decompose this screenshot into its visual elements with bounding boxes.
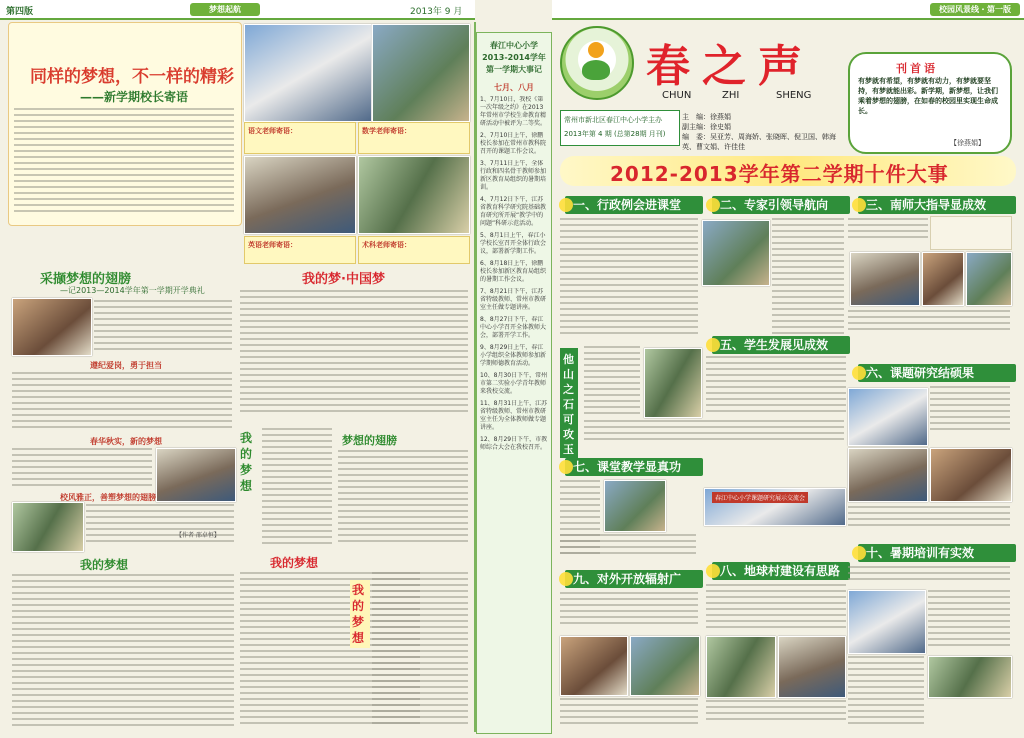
- caption-art-label: 术科老师寄语：: [362, 241, 411, 249]
- section-6-text-b: [848, 506, 1010, 536]
- section-2-header: 二、专家引领导航向: [712, 196, 850, 214]
- section-8-photo-2: [778, 636, 846, 698]
- memo-title-3: 第一学期大事记: [486, 65, 542, 74]
- section-10-text: [848, 566, 1010, 586]
- section-pill: 梦想起航: [190, 3, 260, 16]
- section-3-photo-2: [922, 252, 964, 306]
- article5-title: 我的梦想: [80, 558, 129, 572]
- principal-message-text: [14, 108, 234, 218]
- section-8-photo-1: [706, 636, 776, 698]
- section-10-photo-2: [928, 656, 1012, 698]
- editor-row: [682, 122, 842, 132]
- banner-subtitle: ——新学期校长寄语: [80, 90, 189, 104]
- article5-text: [12, 574, 234, 732]
- memo-entry: 3、7月11日上午，全体行政和四名骨干教师参加新区教育局组织的暑期培训。: [480, 160, 547, 191]
- section-6-photo-2: [848, 448, 928, 502]
- memo-entries: [480, 96, 548, 726]
- section-7-photo-1: [604, 480, 666, 532]
- article1-title: 采撷梦想的翅膀: [40, 272, 132, 287]
- editor-row: [682, 132, 842, 152]
- memo-entry: 9、8月29日上午，春江小学组织全体教师参加新学期师德教育活动。: [480, 344, 547, 367]
- section-9-text-b: [560, 698, 698, 730]
- subhead-3: 校风雅正，善塑梦想的翅膀: [60, 493, 156, 502]
- article1-text-c: [12, 448, 152, 490]
- caption-math-label: 数学老师寄语：: [362, 127, 411, 135]
- section-6-photo-1: [848, 388, 928, 446]
- section-8-text: [706, 584, 846, 632]
- section-1-header: 一、行政例会进课堂: [565, 196, 703, 214]
- section-4-photo: [644, 348, 702, 418]
- vertical-title-1: 我的梦想: [240, 431, 253, 493]
- ceremony-photo-1: [12, 298, 92, 356]
- section-9-header: 九、对外开放辐射广: [565, 570, 703, 588]
- memo-entry: 10、8月30日下午，常州市第二实验小学青年教师来我校交流。: [480, 372, 548, 395]
- section-9-text: [560, 592, 698, 632]
- memo-title-1: 春江中心小学: [490, 41, 538, 50]
- section-3-text-b: [848, 310, 1010, 340]
- section-8-header: 八、地球村建设有思路: [712, 562, 850, 580]
- section-2-text: [772, 218, 844, 338]
- pinyin-1: CHUN: [662, 90, 692, 101]
- memo-entry: 6、8月18日上午，徐鹏校长参加新区教育局组织的暑期工作会议。: [480, 260, 547, 283]
- editor-row: [682, 112, 842, 122]
- editor-name: 吴亚芳、周海娇、张晓晖、倪卫国、韩海英、曹文娟、许佳佳: [682, 133, 836, 151]
- vertical-strip-text: 他山之石可攻玉: [563, 353, 574, 456]
- caption-english-label: 英语老师寄语：: [248, 241, 297, 249]
- preface-text: 有梦就有希望，有梦就有动力，有梦就要坚持，有梦就能出彩。新学期，新梦想，让我们乘着梦想的翅膀，在如春的校园里实现生命成长。: [858, 77, 998, 115]
- section-6-photo-3: [930, 448, 1012, 502]
- memo-entry: 5、8月1日上午，春江小学校长室召开全体行政会议，部署新学期工作。: [480, 232, 547, 255]
- section-6-text-a: [930, 386, 1010, 436]
- masthead-title: 春之声: [646, 41, 814, 92]
- section-3-photo-1: [850, 252, 920, 306]
- banner-title: 同样的梦想，不一样的精彩: [30, 67, 234, 87]
- school-logo: [560, 26, 634, 100]
- teacher-photo-1: [244, 156, 356, 234]
- ceremony-photo-3: [12, 502, 84, 552]
- section-10-text-b: [928, 590, 1010, 652]
- article3-title: 梦想的翅膀: [342, 434, 397, 447]
- section-7-text-b: [560, 534, 696, 560]
- preface-title: 刊首语: [896, 62, 938, 75]
- editor-role: 主 编：: [682, 113, 710, 121]
- section-7-banner-text: 春江中心小学课题研究展示交流会: [712, 492, 808, 503]
- publisher-line-1: 常州市新北区春江中心小学主办: [564, 116, 662, 124]
- caption-chinese-label: 语文老师寄语：: [248, 127, 297, 135]
- article1-text-b: [12, 372, 232, 432]
- editor-name: 徐史娟: [710, 123, 731, 131]
- section-4-text: [584, 346, 640, 416]
- section-4-text-b: [584, 420, 844, 450]
- memo-month-head: 七月、八月: [494, 83, 534, 92]
- memo-title-2: 2013-2014学年: [482, 53, 546, 62]
- teacher-group-photo: [372, 24, 470, 122]
- publisher-line-2: 2013年第 4 期 (总第28期 月刊): [564, 130, 666, 138]
- memo-entry: 8、8月27日下午，春江中心小学召开全体教师大会，部署开学工作。: [480, 316, 547, 339]
- logo-leaf-icon: [582, 60, 610, 80]
- article1-author: 【作者 邵卓恒】: [176, 532, 220, 539]
- issue-date: 2013年 9 月: [410, 7, 463, 17]
- editor-role: 副主编：: [682, 123, 710, 131]
- section-2-photo: [702, 220, 770, 286]
- teacher-photo-2: [358, 156, 470, 234]
- section-9-photo-2: [630, 636, 700, 696]
- section-3-photo-3: [966, 252, 1012, 306]
- section-5-header: 五、学生发展见成效: [712, 336, 850, 354]
- ceremony-photo-2: [156, 448, 236, 502]
- article2-text: [240, 290, 468, 420]
- section-10-header: 十、暑期培训有实效: [858, 544, 1016, 562]
- section-1-text: [560, 218, 698, 336]
- memo-entry: 1、7月10日，我校《第一次年级之约》在2013年常州市学校生命教育精研活动中被评为二等奖。: [480, 96, 547, 127]
- memo-entry: 12、8月29日下午，市教师综合大会在我校召开。: [480, 436, 548, 451]
- editor-name: 徐燕娟: [710, 113, 731, 121]
- calligraphy-image: [930, 216, 1012, 250]
- section-3-header: 三、南师大指导显成效: [858, 196, 1016, 214]
- subhead-1: 遵纪爱岗，勇于担当: [90, 361, 162, 370]
- article3-left-text: [262, 428, 332, 548]
- article4-title: 我的梦想: [270, 556, 319, 570]
- article2-title: 我的梦·中国梦: [302, 272, 385, 287]
- right-top-pill: 校园风景线・第一版: [930, 3, 1020, 16]
- article1-text-a: [94, 300, 232, 356]
- section-5-text: [706, 356, 846, 416]
- memo-entry: 4、7月12日下午，江苏省教育科学研究院基础教育研究所开展“教学中的问题”科研示范活动。: [480, 196, 547, 227]
- section-9-photo-1: [560, 636, 628, 696]
- subhead-2: 春华秋实，新的梦想: [90, 437, 162, 446]
- pinyin-2: ZHI: [722, 90, 740, 101]
- school-photo: [244, 24, 372, 122]
- big-headline: 2012-2013学年第二学期十件大事: [610, 162, 949, 186]
- editors-block: [682, 112, 842, 152]
- section-8-text-b: [706, 700, 846, 730]
- preface-author: 【徐燕娟】: [950, 139, 985, 147]
- article1-subtitle: —记2013—2014学年第一学期开学典礼: [60, 286, 205, 295]
- section-7-header: 七、课堂教学显真功: [565, 458, 703, 476]
- memo-entry: 2、7月10日上午，徐鹏校长参加在常州市教科院召开的课题工作会议。: [480, 132, 547, 155]
- editor-role: 编 委：: [682, 133, 710, 141]
- pinyin-3: SHENG: [776, 90, 812, 101]
- logo-figure-icon: [588, 42, 604, 58]
- vertical-title-2: 我的梦想: [350, 580, 370, 648]
- section-6-header: 六、课题研究结硕果: [858, 364, 1016, 382]
- article3-text: [338, 450, 468, 550]
- memo-entry: 7、8月21日下午，江苏省特级教师、常州市教研室主任做专题讲座。: [480, 288, 547, 311]
- section-10-text-c: [848, 656, 924, 730]
- section-3-text-a: [848, 218, 928, 246]
- section-10-photo-1: [848, 590, 926, 654]
- page-label: 第四版: [6, 7, 34, 17]
- page-divider: [474, 22, 476, 732]
- memo-entry: 11、8月31日上午，江苏省特级教师、常州市教研室主任为全体教师做专题讲座。: [480, 400, 548, 431]
- article1-text-d: [86, 504, 234, 548]
- article4-text-b: [372, 572, 468, 732]
